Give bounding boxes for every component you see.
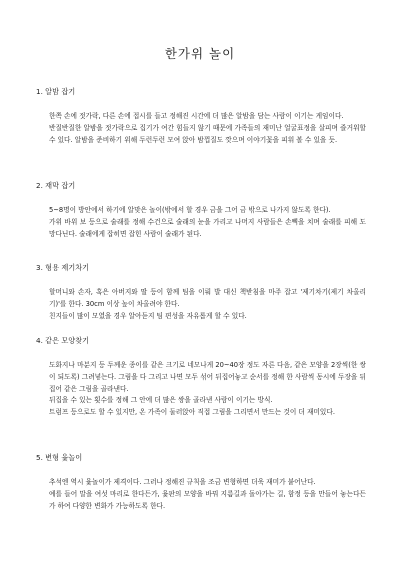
- section-2: [36, 181, 366, 240]
- section-1: [36, 87, 366, 146]
- paragraph: 예를 들어 말을 여섯 마리로 한다든가, 윷판의 모양을 바꿔 지름길과 돌아가는 길, 함정 등을 만들어 놓는다든가 하여 다양한 변화가 가능하도록 한다.: [49, 489, 366, 510]
- section-heading: 4. 같은 모양찾기: [36, 336, 90, 345]
- section-heading: 3. 형용 제기차기: [36, 263, 90, 272]
- page-title: 한가위 놀이: [164, 46, 236, 61]
- section-body: [36, 287, 366, 322]
- section-heading: 1. 알밤 잡기: [36, 87, 76, 96]
- section-body: [36, 477, 366, 512]
- paragraph: 5~8명이 방안에서 하기에 알맞은 놀이(밖에서 할 경우 금을 그어 금 밖으로 나가지 않도록 한다).: [49, 206, 331, 214]
- paragraph: 도화지나 마분지 등 두께운 종이를 같은 크기로 네모나게 20~40장 정도 자른 다음, 같은 모양을 2장씩(한 쌍이 되도록) 그려넣는다. 그림을 다 그리고 나면 모두 섞어 뒤집어놓고 순서를 정해 한 사람씩 동시에 두장을 뒤집어 같은 그림을 골라낸다.: [49, 361, 366, 393]
- paragraph: 한쪽 손에 젓가락, 다른 손에 접시를 들고 정해진 시간에 더 많은 알밤을 담는 사람이 이기는 게임이다.: [49, 112, 344, 120]
- section-heading: 2. 재막 잡기: [36, 181, 76, 190]
- section-body: [36, 111, 366, 146]
- section-heading: 5. 변형 윷놀이: [36, 453, 83, 462]
- section-3: [36, 263, 366, 322]
- paragraph: 추석엔 역시 윷놀이가 제격이다. 그러나 정해진 규칙을 조금 변형하면 더욱 재미가 붙어난다.: [49, 478, 316, 486]
- paragraph: 할머니와 손자, 혹은 아버지와 딸 등이 함께 팀을 이뤄 발 대신 책받침을 마주 잡고 '제기차기(제기 차올리기)'를 한다. 30cm 이상 높이 차올려야 한다.: [49, 288, 366, 308]
- section-4: [36, 336, 366, 419]
- section-5: [36, 453, 366, 512]
- section-body: [36, 360, 366, 419]
- paragraph: 반질반질한 알밤을 젓가락으로 집기가 여간 힘들지 않기 때문에 가족들의 재미난 얼굴표정을 살피며 즐거워할 수 있다. 알밤을 준비하기 위해 두런두런 모여 앉아 밤껍질도 깟으며 이야기꽃을 피워 볼 수 있을 듯.: [49, 123, 366, 144]
- paragraph: 뒤집을 수 있는 횟수를 정해 그 안에 더 많은 쌍을 골라낸 사람이 이기는 방식.: [49, 396, 273, 405]
- paragraph: 트럼프 등으로도 할 수 있지만, 온 가족이 둘러앉아 직접 그림을 그리면서 만드는 것이 더 재미있다.: [49, 408, 335, 417]
- paragraph: 가위 바위 보 등으로 술래를 정해 수건으로 술래의 눈을 가리고 나머지 사람들은 손뼉을 치며 술래를 피해 도망다닌다. 술래에게 잡히면 잡힌 사람이 술래가 된다.: [49, 217, 366, 238]
- paragraph: 친지들이 많이 모였을 경우 알아듣지 팀 편성을 자유롭게 할 수 있다.: [49, 311, 247, 320]
- section-body: [36, 205, 366, 240]
